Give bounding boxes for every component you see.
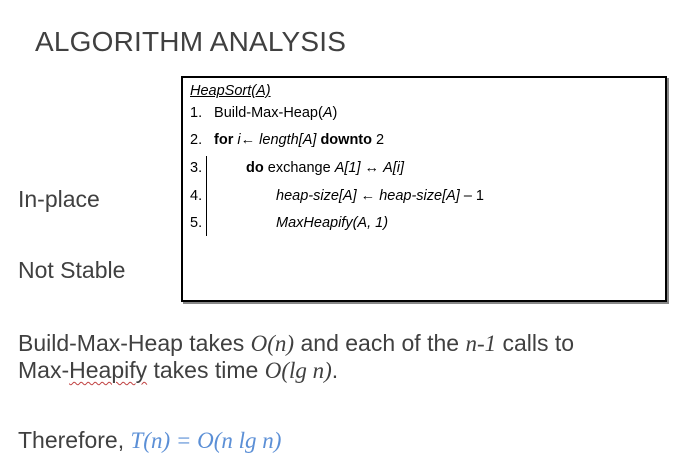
assign-arrow: ← xyxy=(240,132,256,148)
text: Build-Max-Heap takes xyxy=(18,330,251,356)
text: Therefore, xyxy=(18,427,131,453)
property-in-place: In-place xyxy=(18,186,100,212)
code-line-2 xyxy=(190,132,384,148)
line-number: 1. xyxy=(190,105,203,121)
assign-arrow: ← xyxy=(360,188,376,204)
code-line-4 xyxy=(190,188,484,204)
code-line-1 xyxy=(190,105,337,121)
math-expr: O(lg n) xyxy=(264,358,332,383)
keyword-do: do xyxy=(246,160,264,176)
text: calls to xyxy=(496,330,575,356)
code-line-3 xyxy=(190,160,404,176)
code-text: ) xyxy=(332,105,338,121)
pseudocode-box xyxy=(181,76,667,302)
complexity-result: T(n) = O(n lg n) xyxy=(130,428,282,453)
analysis-line-2 xyxy=(18,357,338,384)
loop-var: i xyxy=(237,132,241,148)
pseudocode-header: HeapSort(A) xyxy=(190,83,271,99)
code-text: Build-Max-Heap( xyxy=(214,105,323,121)
property-not-stable: Not Stable xyxy=(18,257,126,283)
text: and each of the xyxy=(294,330,466,356)
conclusion-line xyxy=(18,427,281,454)
math-expr: n-1 xyxy=(465,331,497,356)
text: takes time xyxy=(147,357,265,383)
text: . xyxy=(331,357,339,383)
line-number: 2. xyxy=(190,132,203,148)
line-number: 3. xyxy=(190,160,203,176)
code-text: 2 xyxy=(376,132,385,148)
spellcheck-word: Heapify xyxy=(69,357,148,383)
line-number: 5. xyxy=(190,215,203,231)
keyword-for: for xyxy=(214,132,234,148)
slide-title: ALGORITHM ANALYSIS xyxy=(35,26,347,57)
code-expr: length[A] xyxy=(259,132,317,148)
swap-arrow: ↔ xyxy=(364,160,380,176)
text: Max- xyxy=(18,357,70,383)
keyword-downto: downto xyxy=(320,132,372,148)
code-line-5 xyxy=(190,215,388,231)
code-text: – 1 xyxy=(463,188,485,204)
analysis-line-1 xyxy=(18,330,574,357)
code-expr: A[i] xyxy=(383,160,405,176)
code-call: MaxHeapify(A, 1) xyxy=(276,215,389,231)
code-expr: A[1] xyxy=(334,160,361,176)
code-text: exchange xyxy=(267,160,331,176)
line-number: 4. xyxy=(190,188,203,204)
code-arg: A xyxy=(322,105,333,121)
code-expr: heap-size[A] xyxy=(379,188,460,204)
code-expr: heap-size[A] xyxy=(276,188,357,204)
math-expr: O(n) xyxy=(250,331,295,356)
